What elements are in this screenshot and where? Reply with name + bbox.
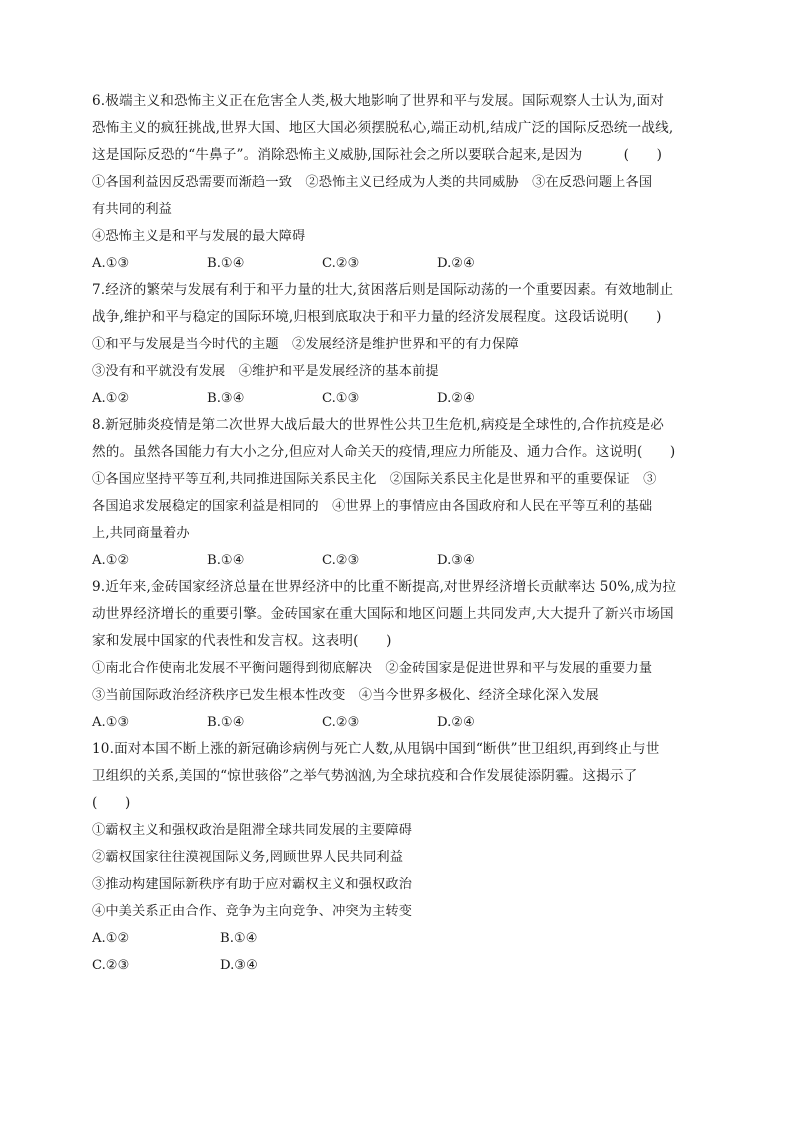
option-a: A.①③ [92, 256, 130, 271]
statement-line: ③没有和平就没有发展 ④维护和平是发展经济的基本前提 [92, 364, 439, 379]
option-d: D.③④ [437, 553, 475, 568]
question-stem-line: 卫组织的关系,美国的“惊世骇俗”之举气势汹汹,为全球抗疫和合作发展徒添阴霾。这揭示了 [92, 768, 638, 784]
option-a: A.①③ [92, 715, 130, 730]
question-stem-line: ( ) [92, 795, 131, 811]
option-d: D.②④ [437, 715, 475, 730]
question-stem-line: 恐怖主义的疯狂挑战,世界大国、地区大国必须摆脱私心,端正动机,结成广泛的国际反恐统一战线, [92, 120, 674, 136]
option-b: B.①④ [207, 256, 245, 271]
question-stem-line: 7.经济的繁荣与发展有利于和平力量的壮大,贫困落后则是国际动荡的一个重要因素。有效地制止 [92, 282, 674, 298]
statement-line: ④中美关系正由合作、竞争为主向竞争、冲突为主转变 [92, 904, 413, 919]
answer-options [92, 709, 702, 736]
statement-line: ①和平与发展是当今时代的主题 ②发展经济是维护世界和平的有力保障 [92, 337, 519, 352]
answer-options [92, 385, 702, 412]
option-b: B.③④ [207, 391, 245, 406]
question-6 [92, 88, 702, 277]
statement-line: ①各国应坚持平等互利,共同推进国际关系民主化 ②国际关系民主化是世界和平的重要保证 ③ [92, 472, 657, 487]
question-9 [92, 574, 702, 736]
statement-line: ①各国利益因反恐需要而渐趋一致 ②恐怖主义已经成为人类的共同威胁 ③在反恐问题上各国 [92, 175, 653, 190]
statement-line: ③推动构建国际新秩序有助于应对霸权主义和强权政治 [92, 877, 413, 892]
option-d: D.②④ [437, 391, 475, 406]
question-list [92, 88, 702, 979]
question-stem-line: 8.新冠肺炎疫情是第二次世界大战后最大的世界性公共卫生危机,病疫是全球性的,合作抗疫是必 [92, 417, 664, 433]
statement-line: ③当前国际政治经济秩序已发生根本性改变 ④当今世界多极化、经济全球化深入发展 [92, 688, 599, 703]
option-b: B.①④ [207, 553, 245, 568]
option-c: C.②③ [322, 553, 360, 568]
option-a: A.①② [92, 391, 130, 406]
question-stem-line: 家和发展中国家的代表性和发言权。这表明( ) [92, 633, 392, 649]
answer-options [92, 952, 702, 979]
statement-line: 有共同的利益 [92, 202, 173, 217]
option-c: C.②③ [322, 256, 360, 271]
question-stem-line: 这是国际反恐的“牛鼻子”。消除恐怖主义威胁,国际社会之所以要联合起来,是因为 ( ) [92, 147, 663, 163]
option-d: D.②④ [437, 256, 475, 271]
option-b: B.①④ [220, 931, 258, 946]
question-stem-line: 6.极端主义和恐怖主义正在危害全人类,极大地影响了世界和平与发展。国际观察人士认为,面对 [92, 93, 664, 109]
question-stem-line: 动世界经济增长的重要引擎。金砖国家在重大国际和地区问题上共同发声,大大提升了新兴市场国 [92, 606, 674, 622]
option-c: C.②③ [92, 958, 130, 973]
question-8 [92, 412, 702, 574]
question-7 [92, 277, 702, 412]
question-stem-line: 9.近年来,金砖国家经济总量在世界经济中的比重不断提高,对世界经济增长贡献率达 50%,成为拉 [92, 579, 677, 595]
option-a: A.①② [92, 553, 130, 568]
answer-options [92, 547, 702, 574]
statement-line: ②霸权国家往往漠视国际义务,罔顾世界人民共同利益 [92, 850, 404, 865]
statement-line: 上,共同商量着办 [92, 526, 190, 541]
question-stem-line: 然的。虽然各国能力有大小之分,但应对人命关天的疫情,理应力所能及、通力合作。这说明( ) [92, 444, 676, 460]
question-stem-line: 战争,维护和平与稳定的国际环境,归根到底取决于和平力量的经济发展程度。这段话说明( ) [92, 309, 662, 325]
answer-options [92, 925, 702, 952]
option-c: C.②③ [322, 715, 360, 730]
question-10 [92, 736, 702, 979]
answer-options [92, 250, 702, 277]
option-d: D.③④ [220, 958, 258, 973]
option-b: B.①④ [207, 715, 245, 730]
statement-line: ①南北合作使南北发展不平衡问题得到彻底解决 ②金砖国家是促进世界和平与发展的重要力量 [92, 661, 653, 676]
question-stem-line: 10.面对本国不断上涨的新冠确诊病例与死亡人数,从甩锅中国到“断供”世卫组织,再到终止与世 [92, 741, 660, 757]
option-c: C.①③ [322, 391, 360, 406]
statement-line: ④恐怖主义是和平与发展的最大障碍 [92, 229, 306, 244]
option-a: A.①② [92, 931, 130, 946]
statement-line: ①霸权主义和强权政治是阻滞全球共同发展的主要障碍 [92, 823, 413, 838]
statement-line: 各国追求发展稳定的国家利益是相同的 ④世界上的事情应由各国政府和人民在平等互利的基础 [92, 499, 653, 514]
